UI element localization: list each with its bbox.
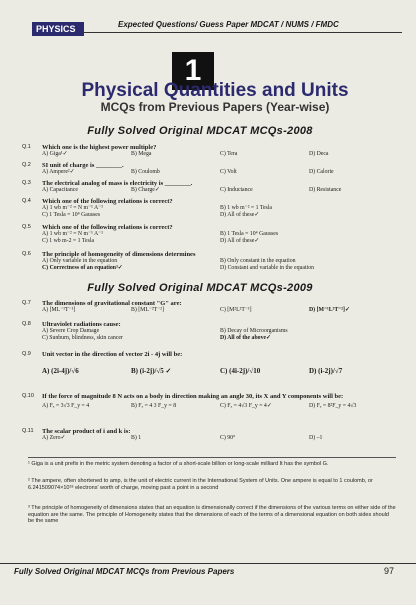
question-text: The principle of homogeneity of dimensions determines	[42, 251, 196, 258]
option-d: D) Fₓ = 8²F_y = 4√3	[309, 403, 357, 409]
subject-tab: PHYSICS	[32, 22, 84, 36]
option-d: D) (i-2j)/√7	[309, 367, 343, 375]
option-a: A) Only variable in the equation	[42, 258, 118, 264]
option-d: D) Resistance	[309, 187, 342, 193]
option-a: A) (2i-4j)/√6	[42, 367, 79, 375]
option-d: D) –1	[309, 435, 323, 441]
header-rule	[32, 32, 402, 33]
option-b: B) Coulomb	[131, 169, 160, 175]
question-text: Ultraviolet radiations cause:	[42, 321, 121, 328]
option-b: B) [ML⁻²T⁻²]	[131, 307, 164, 313]
option-c: C) Tera	[220, 151, 238, 157]
question-number: Q.5	[22, 224, 31, 230]
question-number: Q.4	[22, 198, 31, 204]
option-b: B) (i-2j)/√5 ✓	[131, 367, 172, 375]
question-text: SI unit of charge is ________.	[42, 162, 124, 169]
option-b: B) 1	[131, 435, 142, 441]
option-a: A) Giga¹✓	[42, 151, 68, 157]
question-number: Q.3	[22, 180, 31, 186]
question-9	[22, 351, 398, 375]
question-5	[22, 224, 398, 245]
footnote-1: ¹ Giga is a unit prefix in the metric system denoting a factor of a short-scale billion or long-scale milliard It has the symbol G.	[28, 461, 329, 467]
question-text: Which one of the following relations is correct?	[42, 224, 173, 231]
option-d: D) All of these✓	[220, 238, 260, 244]
question-number: Q.9	[22, 351, 31, 357]
page-footer	[0, 563, 416, 582]
chapter-title: Physical Quantities and Units	[81, 80, 349, 101]
option-c: C) Correctness of an equation³✓	[42, 265, 123, 271]
question-6	[22, 251, 398, 272]
option-c: C) Sunburn, blindness, skin cancer	[42, 335, 123, 341]
option-b: B) Decay of Microorganisms	[220, 328, 288, 334]
option-b: B) 1 Tesla = 10⁴ Gausses	[220, 231, 279, 237]
question-number: Q.7	[22, 300, 31, 306]
question-text: The dimensions of gravitational constant "G" are:	[42, 300, 182, 307]
question-text: The electrical analog of mass is electricity is ________.	[42, 180, 193, 187]
option-d: D) All of these✓	[220, 212, 260, 218]
option-c: C) (4i-2j)/√10	[220, 367, 261, 375]
question-4	[22, 198, 398, 219]
question-number: Q.8	[22, 321, 31, 327]
option-c: C) Fₓ = 4√3 F_y = 4✓	[220, 403, 272, 409]
page-number: 97	[383, 566, 394, 576]
option-b: B) Charge✓	[131, 187, 160, 193]
footnote-rule	[28, 457, 396, 458]
option-d: D) Calorie	[309, 169, 334, 175]
footer-title: Fully Solved Original MDCAT MCQs from Previous Papers	[14, 567, 235, 576]
option-b: B) Mega	[131, 151, 152, 157]
option-a: A) Severe Crop Damage	[42, 328, 100, 334]
question-number: Q.2	[22, 162, 31, 168]
option-b: B) Fₓ = 4 3 F_y = 8	[131, 403, 177, 409]
footnote-2: ² The ampere, often shortened to amp, is the unit of electric current in the International System of Units. One ampere is equal to 1 coulomb, or 6.241509074×10¹⁸ electrons' worth of charge, moving past a point in a second	[28, 478, 373, 491]
question-number: Q.11	[22, 428, 34, 434]
option-c: C) [M²L²T⁻¹]	[220, 307, 252, 313]
question-text: Which one of the following relations is correct?	[42, 198, 173, 205]
question-10	[22, 393, 398, 410]
option-d: D) Constant and variable in the equation	[220, 265, 315, 271]
footnote-3: ³ The principle of homogeneity of dimensions states that an equation is dimensionally correct if the dimensions of the various terms on either side of the equation are the same. The principle of Homogeneity states that the dimensions of each of the terms of a dimensional equation on both sides should be the same	[28, 505, 396, 524]
option-a: A) 1 wb m⁻² = N m⁻¹ A⁻¹	[42, 205, 103, 211]
question-number: Q.1	[22, 144, 31, 150]
option-c: C) 1 wb m-2 = 1 Tesla	[42, 238, 95, 244]
option-c: C) 1 Tesla = 10⁴ Gausses	[42, 212, 101, 218]
question-1	[22, 144, 398, 158]
question-8	[22, 321, 398, 342]
option-a: A) [ML⁻¹T⁻¹]	[42, 307, 76, 313]
section-title-2008: Fully Solved Original MDCAT MCQs-2008	[87, 125, 313, 137]
option-a: A) Ampere²✓	[42, 169, 75, 175]
chapter-number: 1	[172, 52, 214, 90]
question-number: Q.10	[22, 393, 34, 399]
option-b: B) 1 wb m⁻² = 1 Tesla	[220, 205, 272, 211]
chapter-subtitle: MCQs from Previous Papers (Year-wise)	[100, 100, 330, 114]
option-d: D) [M⁻¹L³T⁻²]✓	[309, 307, 350, 313]
option-b: B) Only constant in the equation	[220, 258, 296, 264]
option-c: C) Inductance	[220, 187, 253, 193]
question-text: Which one is the highest power multiple?	[42, 144, 157, 151]
option-c: C) 90°	[220, 435, 236, 441]
question-text: If the force of magnitude 8 N acts on a body in direction making an angle 30, its X and Y components will be:	[42, 393, 344, 400]
option-d: D) Deca	[309, 151, 329, 157]
option-a: A) Capacitance	[42, 187, 78, 193]
option-a: A) Zero✓	[42, 435, 66, 441]
question-number: Q.6	[22, 251, 31, 257]
question-text: The scalar product of i and k is:	[42, 428, 131, 435]
option-c: C) Volt	[220, 169, 237, 175]
question-3	[22, 180, 398, 194]
question-text: Unit vector in the direction of vector 2i - 4j will be:	[42, 351, 183, 358]
option-a: A) 1 wb m⁻² = N m⁻¹ A⁻¹	[42, 231, 103, 237]
question-11	[22, 428, 398, 442]
option-d: D) All of the above✓	[220, 335, 271, 341]
section-title-2009: Fully Solved Original MDCAT MCQs-2009	[87, 282, 313, 294]
question-2	[22, 162, 398, 176]
header-title: Expected Questions/ Guess Paper MDCAT / NUMS / FMDC	[118, 20, 339, 29]
question-7	[22, 300, 398, 314]
option-a: A) Fₓ = 3√3 F_y = 4	[42, 403, 90, 409]
